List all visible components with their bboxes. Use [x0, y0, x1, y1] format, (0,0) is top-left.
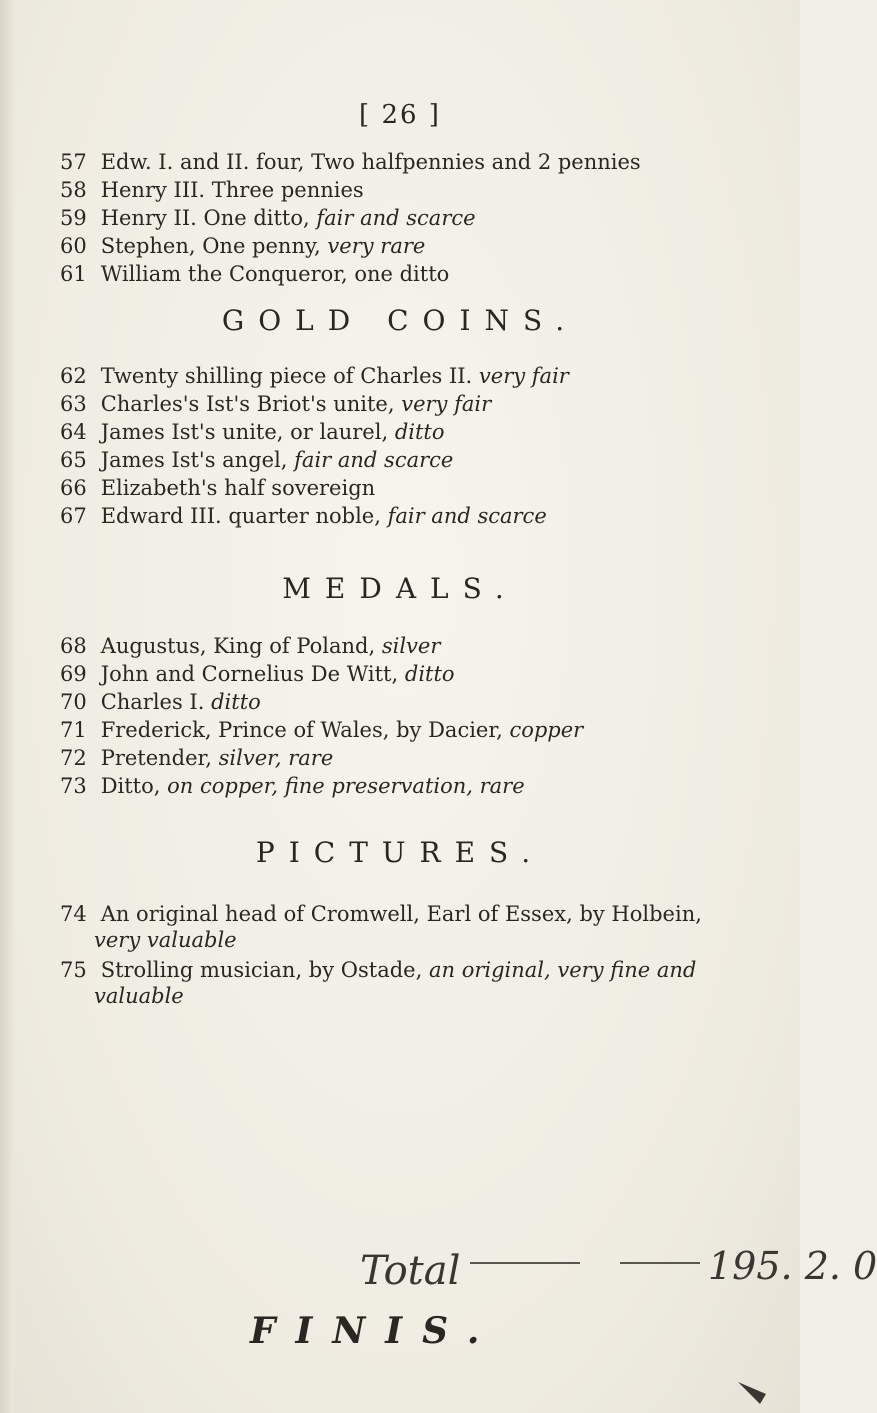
entry-text: An original head of Cromwell, Earl of Essex, by Holbein, — [100, 902, 702, 926]
entry-note: ditto — [404, 662, 455, 686]
entry-note: valuable — [94, 984, 184, 1008]
finis-text: FINIS. — [250, 1310, 500, 1352]
entry-text: Elizabeth's half sovereign — [100, 476, 376, 500]
entry-number: 73 — [60, 774, 87, 798]
handwritten-dash — [470, 1262, 580, 1264]
entry-continuation — [94, 982, 184, 1010]
entry-text: Edward III. quarter noble, — [100, 504, 381, 528]
pencil-mark-icon — [730, 1380, 770, 1408]
entry-number: 68 — [60, 634, 87, 658]
entry-note: fair and scarce — [294, 448, 454, 472]
entry-number: 72 — [60, 746, 87, 770]
entry-text: William the Conqueror, one ditto — [100, 262, 450, 286]
entry-number: 70 — [60, 690, 87, 714]
catalog-entry — [60, 632, 440, 660]
section-heading-pictures: PICTURES. — [255, 836, 545, 869]
catalog-entry — [60, 956, 696, 984]
entry-continuation — [94, 926, 237, 954]
catalog-entry — [60, 176, 364, 204]
entry-number: 69 — [60, 662, 87, 686]
entry-text: James Ist's unite, or laurel, — [100, 420, 389, 444]
entry-text: Strolling musician, by Ostade, — [100, 958, 423, 982]
entry-note: copper — [509, 718, 584, 742]
entry-text: Twenty shilling piece of Charles II. — [100, 364, 473, 388]
catalog-entry — [60, 502, 547, 530]
entry-note: very fair — [401, 392, 492, 416]
entry-note: ditto — [211, 690, 261, 714]
entry-text: Edw. I. and II. four, Two halfpennies and 2 pennies — [100, 150, 641, 174]
entry-number: 62 — [60, 364, 87, 388]
entry-number: 60 — [60, 234, 87, 258]
entry-number: 59 — [60, 206, 87, 230]
catalog-entry — [60, 446, 453, 474]
entry-text: James Ist's angel, — [100, 448, 288, 472]
entry-note: on copper, fine preservation, rare — [167, 774, 525, 798]
entry-text: Henry III. Three pennies — [100, 178, 364, 202]
catalog-entry — [60, 474, 375, 502]
catalog-entry — [60, 260, 449, 288]
entry-text: Henry II. One ditto, — [100, 206, 310, 230]
catalog-entry — [60, 232, 425, 260]
entry-note: silver — [381, 634, 441, 658]
page-number: [ 26 ] — [359, 100, 441, 130]
entry-note: very rare — [327, 234, 426, 258]
entry-number: 61 — [60, 262, 87, 286]
entry-number: 71 — [60, 718, 87, 742]
handwritten-dash — [620, 1262, 700, 1264]
entry-note: ditto — [394, 420, 445, 444]
entry-text: Augustus, King of Poland, — [100, 634, 376, 658]
catalog-entry — [60, 148, 641, 176]
catalog-entry — [60, 716, 583, 744]
handwritten-price: 195. 2. 0 — [708, 1244, 877, 1288]
entry-number: 63 — [60, 392, 87, 416]
catalog-entry — [60, 900, 702, 928]
entry-number: 75 — [60, 958, 87, 982]
section-heading-gold-coins: GOLD COINS. — [221, 304, 579, 337]
catalog-entry — [60, 772, 525, 800]
entry-text: Ditto, — [100, 774, 161, 798]
entry-text: Charles's Ist's Briot's unite, — [100, 392, 395, 416]
entry-note: silver, rare — [218, 746, 334, 770]
entry-text: Frederick, Prince of Wales, by Dacier, — [100, 718, 503, 742]
section-heading-medals: MEDALS. — [282, 572, 518, 605]
entry-number: 66 — [60, 476, 87, 500]
entry-note: very valuable — [94, 928, 237, 952]
catalog-entry — [60, 390, 491, 418]
catalog-entry — [60, 362, 569, 390]
entry-number: 64 — [60, 420, 87, 444]
entry-text: John and Cornelius De Witt, — [100, 662, 399, 686]
entry-number: 65 — [60, 448, 87, 472]
catalog-entry — [60, 744, 333, 772]
handwritten-total-label: Total — [360, 1248, 461, 1294]
entry-note: very fair — [478, 364, 569, 388]
catalog-entry — [60, 418, 445, 446]
entry-note: fair and scarce — [387, 504, 547, 528]
binding-edge — [0, 0, 14, 1413]
entry-number: 67 — [60, 504, 87, 528]
entry-text: Stephen, One penny, — [100, 234, 321, 258]
entry-note: an original, very fine and — [428, 958, 697, 982]
entry-text: Charles I. — [100, 690, 205, 714]
catalog-entry — [60, 660, 455, 688]
entry-number: 58 — [60, 178, 87, 202]
catalog-entry — [60, 688, 261, 716]
entry-note: fair and scarce — [316, 206, 476, 230]
catalog-entry — [60, 204, 476, 232]
entry-text: Pretender, — [100, 746, 212, 770]
entry-number: 74 — [60, 902, 87, 926]
entry-number: 57 — [60, 150, 87, 174]
